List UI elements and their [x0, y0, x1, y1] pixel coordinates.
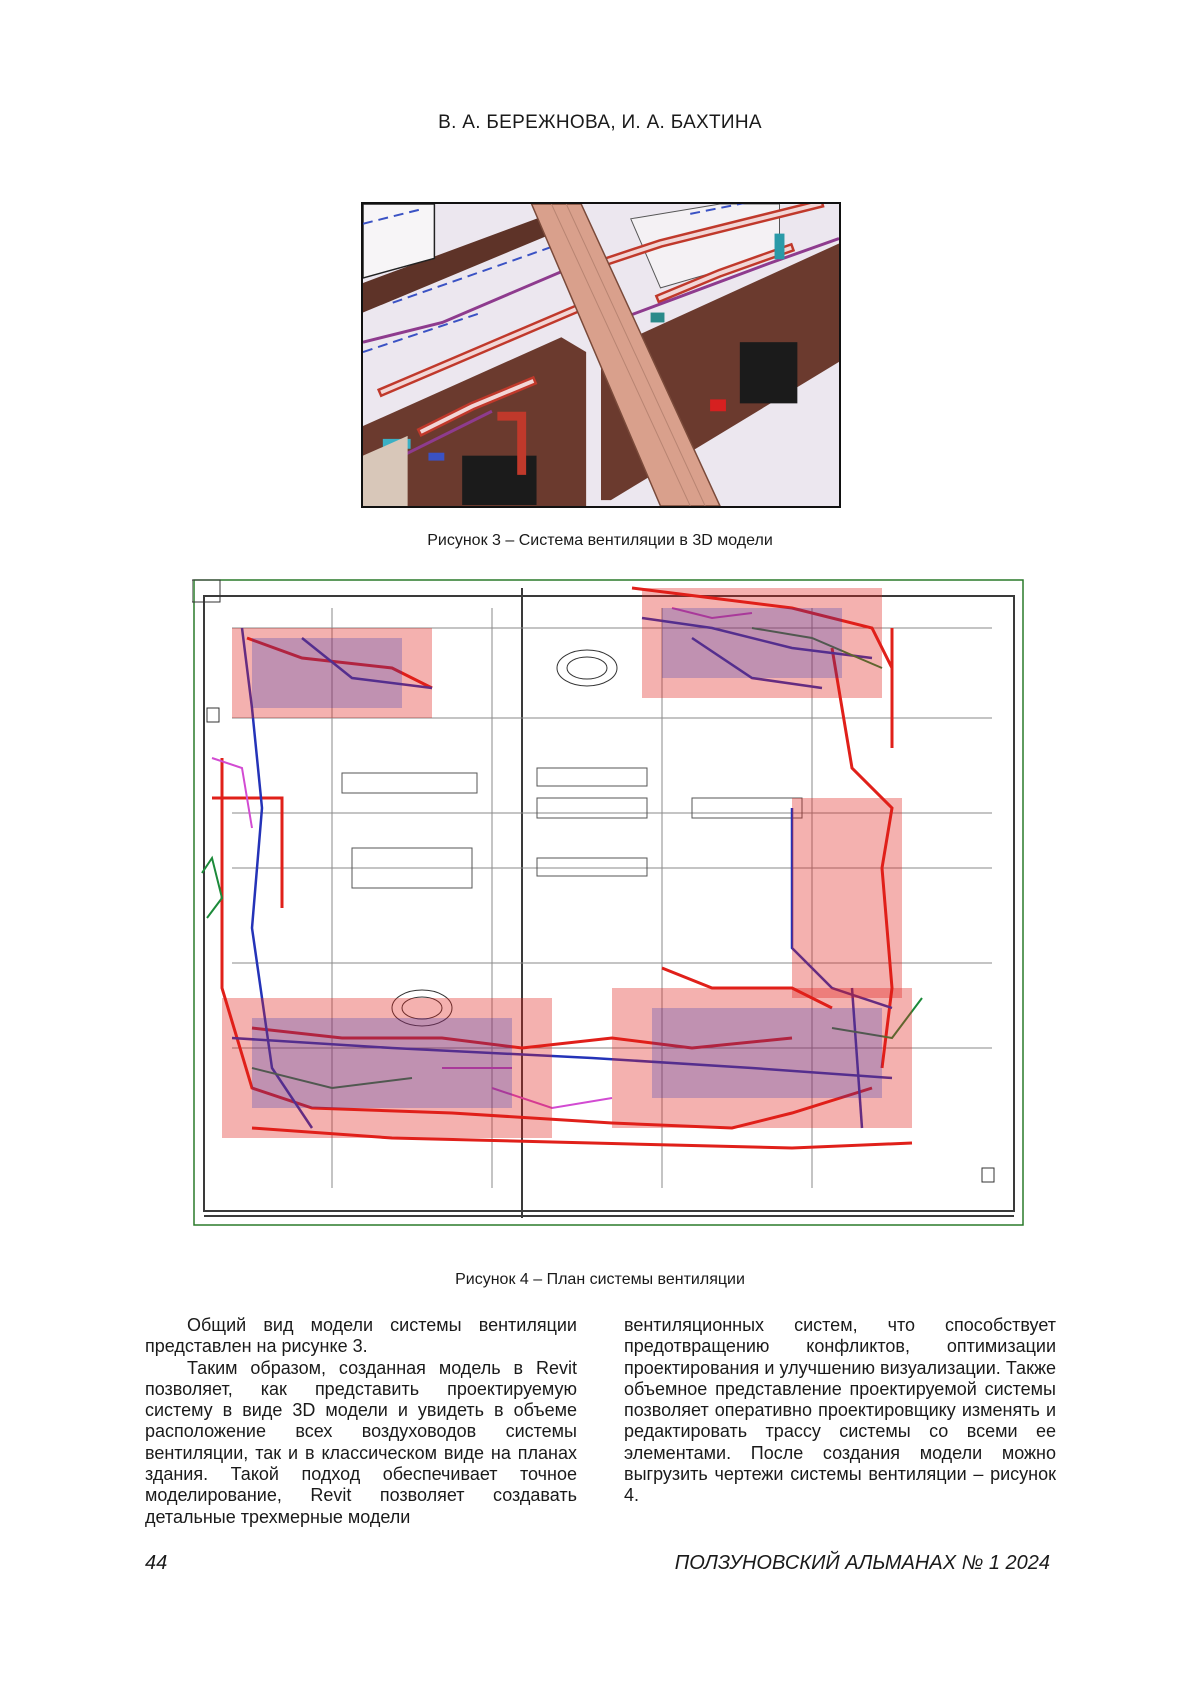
body-column-right	[624, 1315, 1056, 1507]
paragraph: вентиляционных систем, что способствует предотвращению конфликтов, оптимизации проектирования и улучшению визуализации. Также объемное представление проектируемой системы позволяет оперативно проектировщику изменять и редактировать трассу системы со всеми ее элементами. После создания модели можно выгрузить чертежи системы вентиляции – рисунок 4.	[624, 1315, 1056, 1506]
page-number: 44	[145, 1552, 168, 1574]
figure-3-3d-ventilation-model	[361, 202, 841, 508]
running-header: В. А. БЕРЕЖНОВА, И. А. БАХТИНА	[438, 112, 762, 133]
figure-4-caption: Рисунок 4 – План системы вентиляции	[455, 1271, 745, 1288]
figure-4-image	[192, 568, 1027, 1250]
figure-4-ventilation-plan	[192, 568, 1027, 1250]
paragraph: Таким образом, созданная модель в Revit позволяет, как представить проектируемую систему в виде 3D модели и увидеть в объеме расположение всех воздуховодов системы вентиляции, так и в классическом виде на планах здания. Такой подход обеспечивает точное моделирование, Revit позволяет создавать детальные трехмерные модели	[145, 1357, 577, 1527]
figure-3-image	[363, 204, 839, 506]
journal-title: ПОЛЗУНОВСКИЙ АЛЬМАНАХ № 1 2024	[674, 1552, 1050, 1574]
body-column-left	[145, 1315, 577, 1528]
figure-3-caption: Рисунок 3 – Система вентиляции в 3D модели	[427, 532, 773, 549]
paragraph: Общий вид модели системы вентиляции представлен на рисунке 3.	[145, 1315, 577, 1357]
